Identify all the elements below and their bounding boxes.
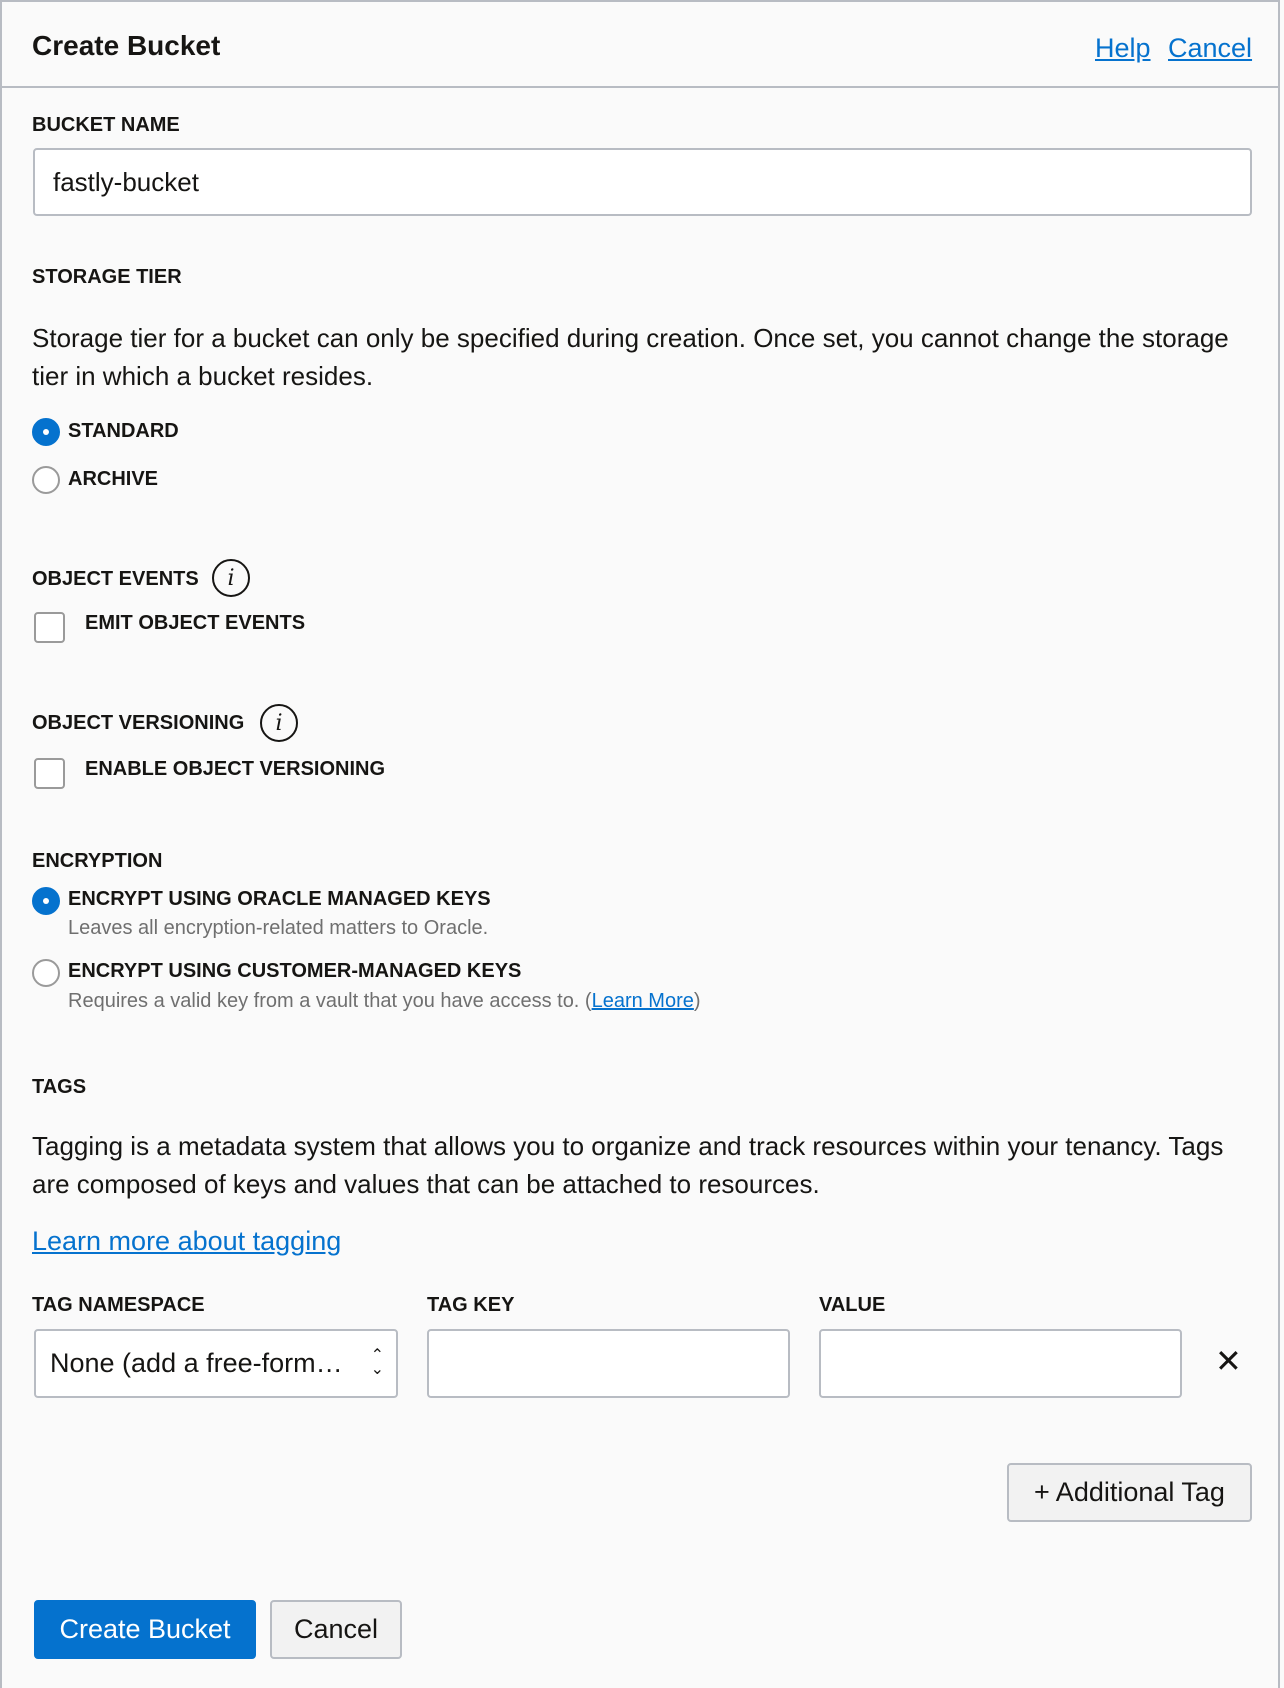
- emit-object-events-checkbox[interactable]: [34, 612, 65, 643]
- archive-label[interactable]: ARCHIVE: [68, 468, 159, 490]
- tag-value-input[interactable]: [819, 1329, 1182, 1398]
- tag-key-label: TAG KEY: [427, 1294, 515, 1316]
- tag-key-input[interactable]: [427, 1329, 790, 1398]
- oracle-keys-radio[interactable]: [32, 887, 60, 915]
- object-versioning-label: OBJECT VERSIONING: [32, 712, 245, 734]
- select-updown-icon: ⌃ ⌄: [370, 1347, 384, 1378]
- bucket-name-input[interactable]: [33, 148, 1252, 216]
- cancel-button[interactable]: Cancel: [270, 1600, 402, 1659]
- tags-label: TAGS: [32, 1076, 87, 1098]
- additional-tag-button[interactable]: + Additional Tag: [1007, 1463, 1252, 1522]
- info-icon[interactable]: i: [260, 704, 298, 742]
- standard-radio[interactable]: [32, 418, 60, 446]
- archive-radio[interactable]: [32, 466, 60, 494]
- customer-keys-radio[interactable]: [32, 959, 60, 987]
- header-cancel-link[interactable]: Cancel: [1168, 33, 1253, 63]
- storage-tier-label: STORAGE TIER: [32, 266, 182, 288]
- dialog-title: Create Bucket: [32, 30, 221, 61]
- object-events-label: OBJECT EVENTS: [32, 568, 199, 590]
- storage-tier-description: Storage tier for a bucket can only be specified during creation. Once set, you cannot change the storage tier in which a bucket resides.: [32, 323, 1229, 391]
- tag-namespace-label: TAG NAMESPACE: [32, 1294, 205, 1316]
- tag-namespace-select[interactable]: [34, 1329, 398, 1398]
- bucket-name-value: fastly-bucket: [53, 166, 199, 197]
- standard-label[interactable]: STANDARD: [68, 420, 179, 442]
- info-icon[interactable]: i: [212, 559, 250, 597]
- learn-more-tagging-link[interactable]: Learn more about tagging: [32, 1226, 342, 1256]
- enable-versioning-label[interactable]: ENABLE OBJECT VERSIONING: [85, 758, 386, 780]
- description-suffix: ): [693, 990, 701, 1012]
- encryption-label: ENCRYPTION: [32, 850, 163, 872]
- tags-description: Tagging is a metadata system that allows you to organize and track resources within your tenancy. Tags are composed of keys and values that can be attached to resources.: [32, 1131, 1224, 1199]
- remove-tag-icon[interactable]: ✕: [1215, 1342, 1242, 1380]
- dialog-header: [2, 2, 1278, 88]
- oracle-keys-label[interactable]: ENCRYPT USING ORACLE MANAGED KEYS: [68, 888, 491, 910]
- oracle-keys-description: Leaves all encryption-related matters to Oracle.: [68, 917, 489, 939]
- create-bucket-button[interactable]: Create Bucket: [34, 1600, 256, 1659]
- customer-keys-label[interactable]: ENCRYPT USING CUSTOMER-MANAGED KEYS: [68, 960, 522, 982]
- emit-object-events-label[interactable]: EMIT OBJECT EVENTS: [85, 612, 306, 634]
- bucket-name-label: BUCKET NAME: [32, 114, 180, 136]
- customer-keys-description: [68, 990, 701, 1013]
- description-text: Requires a valid key from a vault that you have access to. (: [68, 990, 592, 1012]
- tag-namespace-value: None (add a free-form…: [50, 1348, 343, 1378]
- tag-value-label: VALUE: [819, 1294, 886, 1316]
- help-link[interactable]: Help: [1095, 33, 1151, 63]
- learn-more-link[interactable]: Learn More: [591, 990, 694, 1012]
- enable-versioning-checkbox[interactable]: [34, 758, 65, 789]
